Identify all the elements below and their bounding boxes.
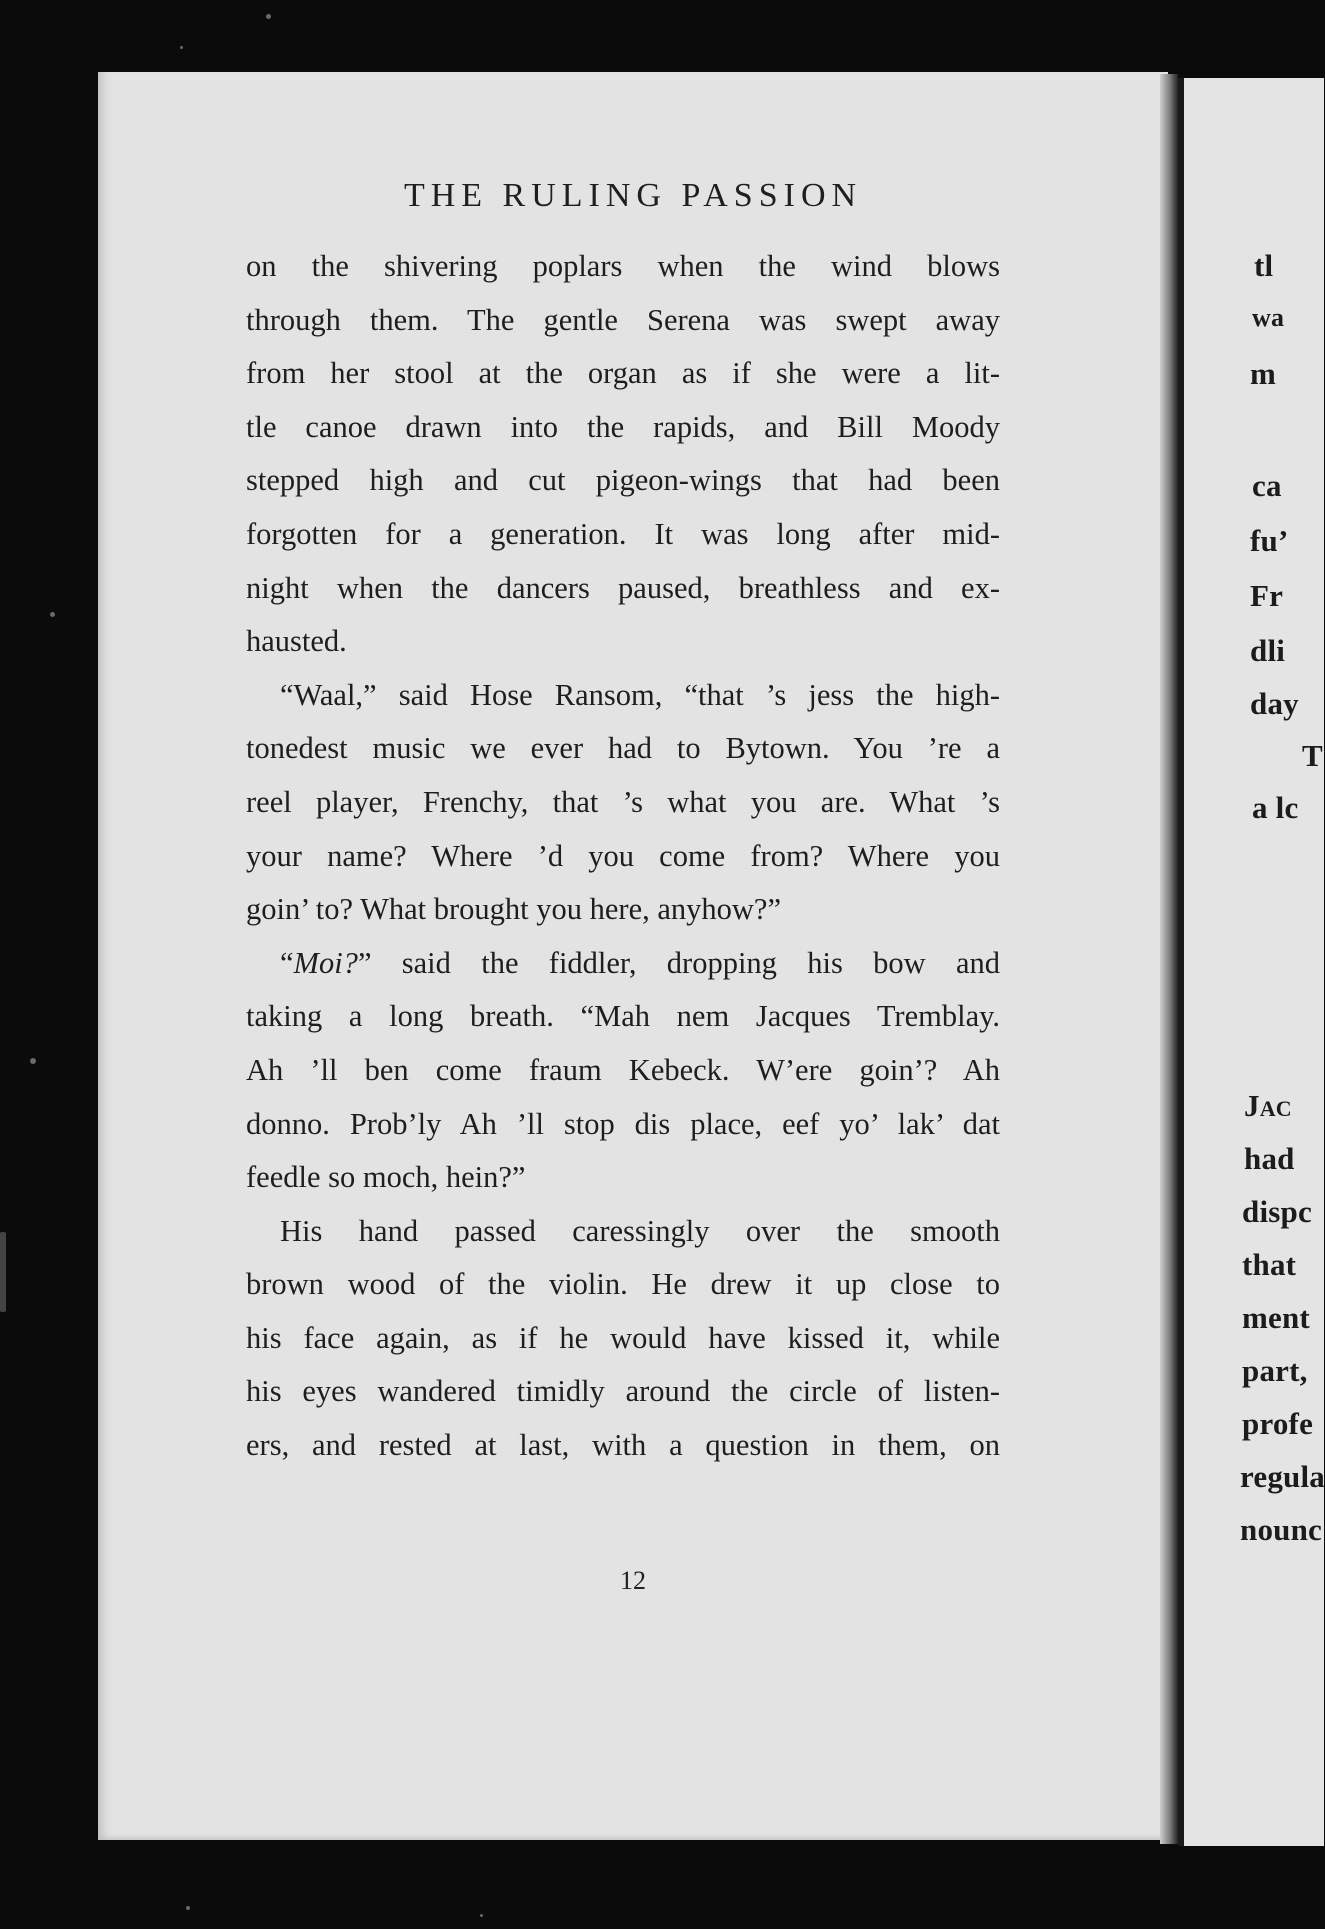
text-line-content: stepped high and cut pigeon-wings that had been — [246, 463, 1000, 498]
adjacent-page-fragment: fu’ — [1250, 523, 1289, 558]
text-line-content: night when the dancers paused, breathless and ex- — [246, 570, 1000, 605]
adjacent-page-fragment: tl — [1254, 248, 1274, 283]
page-number: 12 — [620, 1566, 646, 1595]
scan-speck — [50, 612, 55, 617]
adjacent-page — [1178, 78, 1324, 1846]
text-line — [246, 454, 1000, 508]
text-line-content: ” said the fiddler, dropping his bow and — [357, 945, 1000, 980]
text-line-content: taking a long breath. “Mah nem Jacques Tremblay. — [246, 999, 1000, 1034]
text-line — [246, 562, 1000, 616]
text-line-content: from her stool at the organ as if she were a lit- — [246, 356, 1000, 391]
adjacent-page-fragment: ca — [1252, 468, 1282, 503]
scan-speck — [0, 1232, 6, 1312]
text-line — [246, 1365, 1000, 1419]
text-line-content: donno. Prob’ly Ah ’ll stop dis place, eef yo’ lak’ dat — [246, 1106, 1000, 1141]
adjacent-page-fragment: Jac — [1244, 1088, 1292, 1123]
adjacent-page-fragment: that — [1242, 1247, 1297, 1282]
text-line — [246, 776, 1000, 830]
adjacent-page-fragment: regula — [1240, 1459, 1325, 1494]
text-line-content: through them. The gentle Serena was swept away — [246, 302, 1000, 337]
adjacent-page-fragment: a lc — [1252, 790, 1299, 825]
text-line — [246, 1151, 1000, 1205]
text-line-content: “ — [280, 945, 294, 980]
text-line-content: reel player, Frenchy, that ’s what you are. What ’s — [246, 784, 1000, 819]
adjacent-page-fragment: dli — [1250, 633, 1286, 668]
text-line — [246, 937, 1000, 991]
text-line-content: ers, and rested at last, with a question in them, on — [246, 1428, 1000, 1463]
scan-speck — [186, 1906, 190, 1910]
scan-speck — [180, 46, 183, 49]
adjacent-page-fragment: Fr — [1250, 578, 1284, 613]
text-line — [246, 1258, 1000, 1312]
italic-word: Moi? — [293, 945, 358, 980]
text-line-content: Ah ’ll ben come fraum Kebeck. W’ere goin’? Ah — [246, 1052, 1000, 1087]
text-line-content: tle canoe drawn into the rapids, and Bill Moody — [246, 409, 1000, 444]
adjacent-page-fragment: dispc — [1242, 1194, 1312, 1229]
text-line-content: goin’ to? What brought you here, anyhow?” — [246, 892, 782, 927]
running-head: THE RULING PASSION — [403, 177, 863, 214]
text-line — [246, 1205, 1000, 1259]
text-line — [246, 294, 1000, 348]
text-line-content: brown wood of the violin. He drew it up close to — [246, 1267, 1000, 1302]
text-line — [246, 883, 1000, 937]
text-line-content: hausted. — [246, 624, 347, 659]
adjacent-page-fragment: day — [1250, 686, 1299, 721]
text-line — [246, 1098, 1000, 1152]
text-line — [246, 615, 1000, 669]
text-line — [246, 669, 1000, 723]
text-line — [246, 830, 1000, 884]
text-line — [246, 1419, 1000, 1473]
text-line-content: feedle so moch, hein?” — [246, 1160, 526, 1195]
text-line — [246, 1312, 1000, 1366]
body-text — [246, 240, 1000, 1473]
text-line-content: His hand passed caressingly over the smooth — [280, 1213, 1000, 1248]
text-line-content: tonedest music we ever had to Bytown. You ’re a — [246, 731, 1000, 766]
text-line — [246, 240, 1000, 294]
page-content — [98, 72, 1168, 1840]
adjacent-page-fragment: wa — [1252, 303, 1285, 332]
adjacent-page-fragment: profe — [1242, 1406, 1314, 1441]
scan-speck — [266, 14, 271, 19]
text-line — [246, 990, 1000, 1044]
adjacent-page-fragment: T — [1302, 738, 1323, 773]
text-line — [246, 347, 1000, 401]
adjacent-page-fragment: part, — [1242, 1353, 1308, 1388]
adjacent-page-fragment: had — [1244, 1141, 1295, 1176]
text-line-content: your name? Where ’d you come from? Where you — [246, 838, 1000, 873]
text-line-content: forgotten for a generation. It was long after mid- — [246, 516, 1000, 551]
adjacent-page-fragment: nounc — [1240, 1512, 1322, 1547]
text-line — [246, 1044, 1000, 1098]
text-line — [246, 722, 1000, 776]
adjacent-page-fragment: m — [1250, 356, 1277, 391]
text-line — [246, 401, 1000, 455]
scan-speck — [30, 1058, 36, 1064]
text-line-content: on the shivering poplars when the wind blows — [246, 249, 1000, 283]
text-line-content: his face again, as if he would have kissed it, while — [246, 1320, 1000, 1355]
adjacent-page-fragment: ment — [1242, 1300, 1310, 1335]
text-line-content: “Waal,” said Hose Ransom, “that ’s jess the high- — [280, 677, 1000, 712]
scan-speck — [480, 1914, 483, 1917]
text-line-content: his eyes wandered timidly around the circle of listen- — [246, 1374, 1000, 1409]
text-line — [246, 508, 1000, 562]
